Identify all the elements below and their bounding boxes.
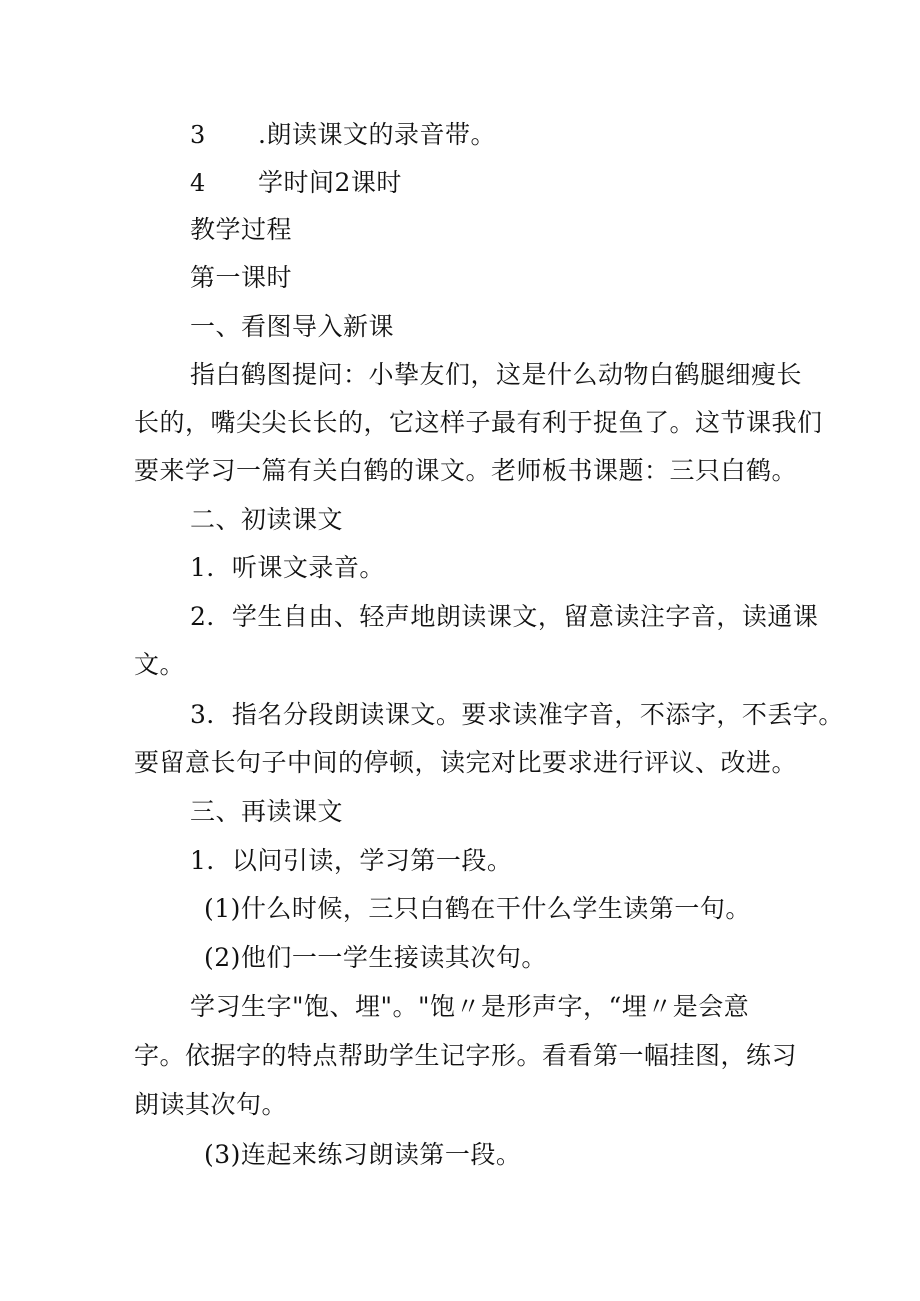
- list-item: 1．听课文录音。: [190, 553, 385, 582]
- heading-teaching-process: 教学过程: [190, 215, 293, 244]
- section-title: 一、看图导入新课: [190, 312, 395, 341]
- list-item-continuation: 要留意长句子中间的停顿，读完对比要求进行评议、改进。: [134, 748, 798, 777]
- list-item: 3．指名分段朗读课文。要求读准字音，不添字，不丢字。: [190, 700, 844, 729]
- paragraph-line: 学习生字"饱、埋"。"饱〃是形声字，“埋〃是会意: [190, 992, 750, 1021]
- paragraph-line: 长的，嘴尖尖长长的，它这样子最有利于捉鱼了。这节课我们: [134, 408, 823, 437]
- section-title: 二、初读课文: [190, 505, 344, 534]
- item-text: .朗读课文的录音带。: [258, 120, 496, 149]
- sub-item: (3)连起来练习朗读第一段。: [204, 1140, 522, 1169]
- paragraph-line: 字。依据字的特点帮助学生记字形。看看第一幅挂图，练习: [134, 1041, 798, 1070]
- sub-item: (2)他们一一学生接读其次句。: [204, 943, 547, 972]
- paragraph-line: 朗读其次句。: [134, 1090, 288, 1119]
- paragraph-line: 指白鹤图提问：小挚友们，这是什么动物白鹤腿细瘦长: [190, 360, 803, 389]
- item-number: 3: [190, 121, 206, 149]
- list-item: 2．学生自由、轻声地朗读课文，留意读注字音，读通课: [190, 602, 819, 631]
- section-title: 三、再读课文: [190, 797, 344, 826]
- heading-first-lesson: 第一课时: [190, 263, 293, 292]
- item-text: 学时间2课时: [258, 168, 402, 197]
- item-number: 4: [190, 169, 206, 197]
- list-item-continuation: 文。: [134, 650, 186, 679]
- paragraph-line: 要来学习一篇有关白鹤的课文。老师板书课题：三只白鹤。: [134, 456, 798, 485]
- list-item: 1．以问引读，学习第一段。: [190, 846, 513, 875]
- sub-item: (1)什么时候，三只白鹤在干什么学生读第一句。: [204, 894, 751, 923]
